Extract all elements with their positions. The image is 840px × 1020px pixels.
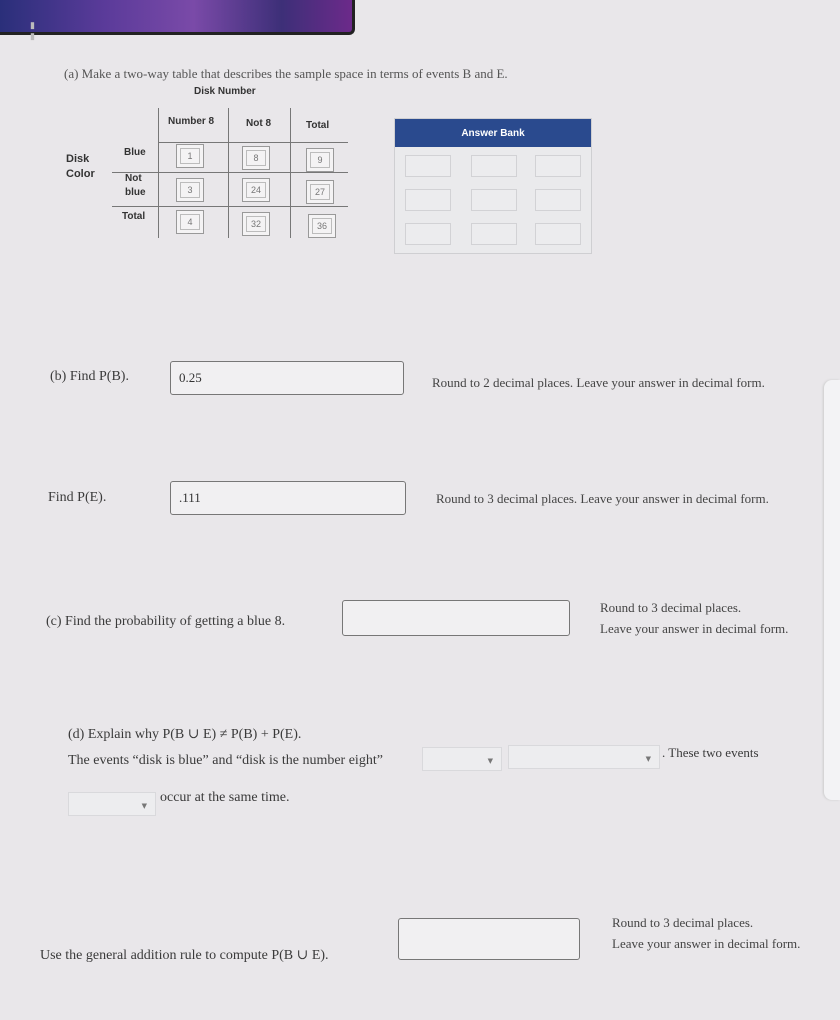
table-cell-blue-total[interactable]: 9 [306, 148, 334, 172]
table-rule [112, 206, 348, 207]
part-c-rounding-hint: Round to 3 decimal places. Leave your answer in decimal form. [600, 600, 789, 636]
pb-answer-input[interactable]: 0.25 [170, 361, 404, 395]
pe-rounding-hint: Round to 3 decimal places. Leave your answer in decimal form. [436, 491, 769, 506]
table-rule [112, 172, 348, 173]
table-rule [158, 108, 159, 238]
table-rule [228, 108, 229, 238]
part-e-answer-input[interactable] [398, 918, 580, 960]
pb-rounding-hint: Round to 2 decimal places. Leave your answer in decimal form. [432, 375, 765, 390]
table-cell-notblue-total[interactable]: 27 [306, 180, 334, 204]
part-d-prompt: (d) Explain why P(B ∪ E) ≠ P(B) + P(E). [68, 727, 302, 742]
pe-answer-input[interactable]: .111 [170, 481, 406, 515]
part-e-prompt: Use the general addition rule to compute P(B ∪ E). [40, 948, 329, 963]
table-cell-total-number8[interactable]: 4 [176, 210, 204, 234]
answer-bank-slot[interactable] [471, 189, 517, 211]
page-edge [824, 380, 840, 800]
answer-bank-title: Answer Bank [395, 119, 591, 147]
column-header: Not 8 [246, 118, 271, 129]
part-b-prompt: (b) Find P(B). [50, 369, 129, 384]
part-d-sentence-end: occur at the same time. [160, 790, 290, 805]
part-a-prompt: (a) Make a two-way table that describes the sample space in terms of events B and E. [64, 66, 508, 81]
table-cell-blue-not8[interactable]: 8 [242, 146, 270, 170]
table-cell-notblue-number8[interactable]: 3 [176, 178, 204, 202]
table-cell-total-not8[interactable]: 32 [242, 212, 270, 236]
row-label: Total [122, 211, 146, 222]
answer-bank-slot[interactable] [535, 155, 581, 177]
part-c-answer-input[interactable] [342, 600, 570, 636]
answer-bank-slot[interactable] [405, 155, 451, 177]
column-header: Total [306, 120, 330, 131]
side-toolbar-icons: ▮ ▮ [30, 20, 35, 41]
table-rule [290, 108, 291, 238]
part-e-rounding-hint: Round to 3 decimal places. Leave your answer in decimal form. [612, 915, 801, 951]
row-label: Not blue [125, 173, 146, 198]
table-cell-notblue-not8[interactable]: 24 [242, 178, 270, 202]
answer-bank-slot[interactable] [535, 223, 581, 245]
header-banner-image [0, 0, 355, 35]
answer-bank [394, 118, 592, 254]
table-cell-total-total[interactable]: 36 [308, 214, 336, 238]
answer-bank-slot[interactable] [471, 155, 517, 177]
table-cell-blue-number8[interactable]: 1 [176, 144, 204, 168]
answer-bank-slot[interactable] [405, 223, 451, 245]
pe-prompt: Find P(E). [48, 490, 107, 505]
row-group-title: Disk Color [66, 153, 95, 180]
chevron-down-icon: ▼ [141, 802, 147, 810]
part-d-dropdown-3[interactable] [68, 792, 156, 816]
table-rule [158, 142, 348, 143]
answer-bank-slot[interactable] [471, 223, 517, 245]
chevron-down-icon: ▼ [645, 755, 651, 763]
answer-bank-slot[interactable] [405, 189, 451, 211]
answer-bank-slot[interactable] [535, 189, 581, 211]
two-way-table [112, 108, 348, 238]
part-d-dropdown-1[interactable] [422, 747, 502, 771]
part-d-dropdown-2[interactable] [508, 745, 660, 769]
part-c-prompt: (c) Find the probability of getting a blue 8. [46, 614, 286, 629]
row-label: Blue [124, 147, 146, 158]
column-group-title: Disk Number [194, 86, 256, 97]
part-d-sentence-mid: . These two events [662, 745, 759, 760]
column-header: Number 8 [168, 116, 215, 127]
part-d-sentence-start: The events “disk is blue” and “disk is the number eight” [68, 753, 383, 768]
chevron-down-icon: ▼ [487, 757, 493, 765]
